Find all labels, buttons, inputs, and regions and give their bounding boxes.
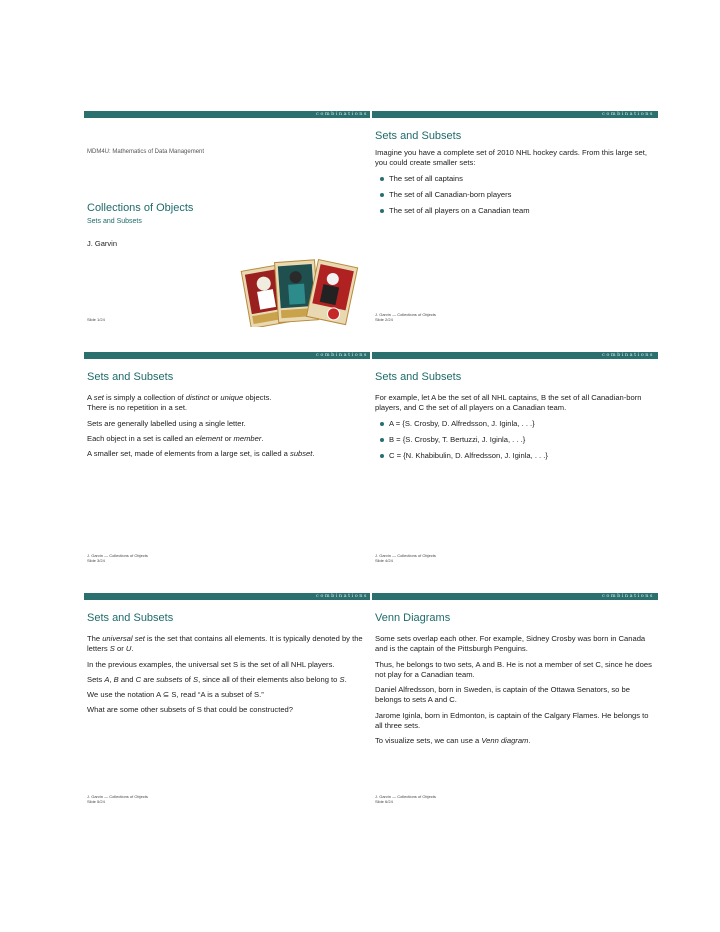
slide-header-bar bbox=[372, 111, 658, 118]
bullet-list bbox=[375, 419, 653, 462]
bullet-list bbox=[375, 174, 653, 217]
slide-4 bbox=[372, 352, 658, 566]
slide-footer bbox=[375, 553, 436, 563]
section-label: combinations bbox=[316, 111, 368, 117]
slide-body bbox=[375, 634, 653, 752]
slide-body bbox=[87, 634, 365, 721]
paragraph: Jarome Iginla, born in Edmonton, is captain of the Calgary Flames. He belongs to all three sets. bbox=[375, 710, 649, 731]
paragraph: Daniel Alfredsson, born in Sweden, is captain of the Ottawa Senators, so be belongs to sets A and C. bbox=[375, 685, 630, 705]
author-name: J. Garvin bbox=[87, 239, 118, 248]
slide-footer bbox=[87, 794, 148, 804]
slide-6 bbox=[372, 593, 658, 807]
slide-header-bar bbox=[84, 111, 370, 118]
slide-heading: Sets and Subsets bbox=[87, 371, 174, 383]
list-item: A = {S. Crosby, D. Alfredsson, J. Iginla, . . .} bbox=[375, 419, 653, 429]
footer-title: J. Garvin — Collections of Objects bbox=[375, 553, 436, 558]
slide-number: Slide 1/24 bbox=[87, 317, 105, 322]
presentation-title: Collections of Objects bbox=[87, 202, 194, 214]
slide-number: Slide 2/24 bbox=[375, 317, 393, 322]
slide-3 bbox=[84, 352, 370, 566]
paragraph: For example, let A be the set of all NHL captains, B the set of all Canadian-born players, and C the set of all players on a Canadian team. bbox=[375, 393, 642, 413]
slide-header-bar bbox=[84, 593, 370, 600]
slide-footer bbox=[87, 553, 148, 563]
slide-body bbox=[375, 393, 653, 467]
paragraph: Sets A, B and C are subsets of S, since all of their elements also belong to S. bbox=[87, 674, 347, 684]
slide-header-bar bbox=[372, 352, 658, 359]
paragraph: A smaller set, made of elements from a large set, is called a subset. bbox=[87, 449, 315, 459]
slide-footer bbox=[375, 312, 436, 322]
section-label: combinations bbox=[602, 111, 654, 117]
list-item: The set of all players on a Canadian team bbox=[375, 206, 653, 216]
course-name: MDM4U: Mathematics of Data Management bbox=[87, 149, 205, 155]
paragraph: Thus, he belongs to two sets, A and B. He is not a member of set C, since he does not play for a Canadian team. bbox=[375, 659, 652, 679]
slide-number: Slide 4/24 bbox=[375, 558, 393, 563]
footer-title: J. Garvin — Collections of Objects bbox=[375, 312, 436, 317]
list-item: The set of all Canadian-born players bbox=[375, 190, 653, 200]
slide-2 bbox=[372, 111, 658, 325]
slide-footer bbox=[87, 317, 105, 322]
paragraph: Imagine you have a complete set of 2010 NHL hockey cards. From this large set, you could create smaller sets: bbox=[375, 148, 647, 168]
section-label: combinations bbox=[316, 593, 368, 599]
footer-title: J. Garvin — Collections of Objects bbox=[87, 794, 148, 799]
paragraph: In the previous examples, the universal set S is the set of all NHL players. bbox=[87, 659, 335, 669]
slide-heading: Sets and Subsets bbox=[375, 371, 462, 383]
presentation-subtitle: Sets and Subsets bbox=[87, 218, 142, 225]
paragraph: Each object in a set is called an element or member. bbox=[87, 433, 264, 443]
slide-1 bbox=[84, 111, 370, 325]
paragraph: To visualize sets, we can use a Venn diagram. bbox=[375, 736, 531, 746]
slide-header-bar bbox=[84, 352, 370, 359]
slide-heading: Sets and Subsets bbox=[375, 130, 462, 142]
paragraph: Some sets overlap each other. For example, Sidney Crosby was born in Canada and is the captain of the Pittsburgh Penguins. bbox=[375, 634, 646, 654]
slide-body bbox=[87, 393, 365, 464]
list-item: C = {N. Khabibulin, D. Alfredsson, J. Iginla, . . .} bbox=[375, 451, 653, 461]
list-item: The set of all captains bbox=[375, 174, 653, 184]
paragraph: A set is simply a collection of distinct or unique objects. bbox=[87, 393, 272, 402]
section-label: combinations bbox=[602, 593, 654, 599]
footer-title: J. Garvin — Collections of Objects bbox=[375, 794, 436, 799]
footer-title: J. Garvin — Collections of Objects bbox=[87, 553, 148, 558]
section-label: combinations bbox=[602, 352, 654, 358]
paragraph: We use the notation A ⊆ S, read “A is a subset of S.” bbox=[87, 690, 264, 700]
slide-number: Slide 6/24 bbox=[375, 799, 393, 804]
list-item: B = {S. Crosby, T. Bertuzzi, J. Iginla, . . .} bbox=[375, 435, 653, 445]
slide-heading: Venn Diagrams bbox=[375, 612, 451, 624]
slide-number: Slide 3/24 bbox=[87, 558, 105, 563]
slide-body bbox=[375, 148, 653, 222]
paragraph: Sets are generally labelled using a single letter. bbox=[87, 418, 246, 428]
slide-number: Slide 5/24 bbox=[87, 799, 105, 804]
paragraph: There is no repetition in a set. bbox=[87, 403, 188, 413]
slide-header-bar bbox=[372, 593, 658, 600]
slide-heading: Sets and Subsets bbox=[87, 612, 174, 624]
slide-5 bbox=[84, 593, 370, 807]
slide-footer bbox=[375, 794, 436, 804]
paragraph: The universal set is the set that contains all elements. It is typically denoted by the letters S or U. bbox=[87, 634, 363, 654]
section-label: combinations bbox=[316, 352, 368, 358]
paragraph: What are some other subsets of S that could be constructed? bbox=[87, 705, 293, 715]
hockey-cards-image bbox=[239, 257, 359, 327]
